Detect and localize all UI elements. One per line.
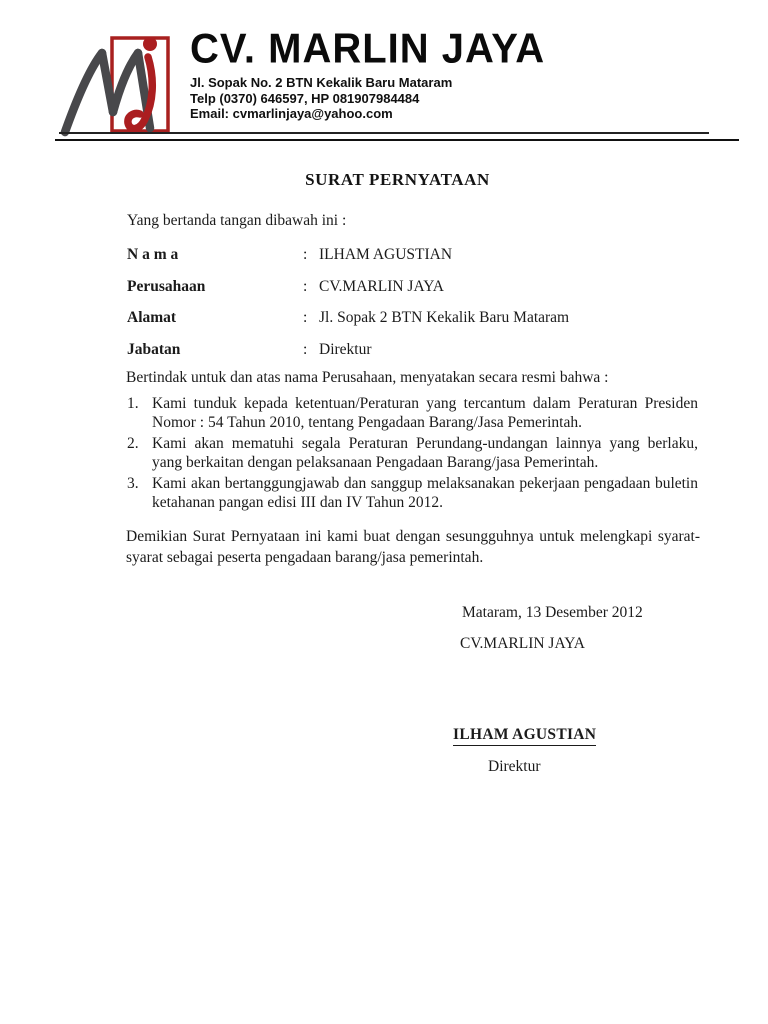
field-value: CV.MARLIN JAYA: [319, 277, 444, 295]
field-colon: :: [303, 309, 308, 326]
list-item-number: 3.: [127, 475, 139, 492]
list-item: [127, 394, 698, 432]
closing-paragraph: Demikian Surat Pernyataan ini kami buat dengan sesungguhnya untuk melengkapi syarat-syarat sebagai peserta pengadaan barang/jasa pemerintah.: [126, 528, 700, 566]
list-item-text: Kami tunduk kepada ketentuan/Peraturan yang tercantum dalam Peraturan Presiden Nomor : 54 Tahun 2010, tentang Pengadaan Barang/Jasa Pemerintah.: [152, 395, 698, 431]
phone-line: Telp (0370) 646597, HP 081907984484: [190, 90, 420, 106]
signature-place-date: Mataram, 13 Desember 2012: [462, 604, 643, 621]
signature-company: CV.MARLIN JAYA: [460, 635, 585, 652]
list-item-number: 1.: [127, 395, 139, 412]
statement-list: [127, 394, 698, 514]
email-line: Email: cvmarlinjaya@yahoo.com: [190, 106, 393, 121]
list-item-text: Kami akan bertanggungjawab dan sanggup melaksanakan pekerjaan pengadaan buletin ketahanan pangan edisi III dan IV Tahun 2012.: [152, 475, 698, 511]
signature-title: Direktur: [488, 758, 541, 775]
list-item: [127, 474, 698, 512]
field-colon: :: [303, 246, 308, 263]
field-value: Direktur: [319, 340, 372, 358]
list-item-number: 2.: [127, 435, 139, 452]
company-name: CV. MARLIN JAYA: [190, 26, 546, 72]
letterhead: [190, 26, 545, 122]
address-line: Jl. Sopak No. 2 BTN Kekalik Baru Mataram: [190, 75, 453, 90]
document-title: SURAT PERNYATAAN: [305, 170, 490, 189]
field-row-alamat: [127, 308, 698, 340]
field-row-perusahaan: [127, 277, 698, 309]
signature-name: ILHAM AGUSTIAN: [453, 726, 596, 746]
list-item-text: Kami akan mematuhi segala Peraturan Perundang-undangan lainnya yang berlaku, yang berkaitan dengan pelaksanaan Pengadaan Barang/jasa Pemerintah.: [152, 435, 698, 471]
field-value: Jl. Sopak 2 BTN Kekalik Baru Mataram: [319, 309, 570, 326]
company-address: [190, 75, 545, 122]
field-colon: :: [303, 277, 308, 295]
header-rule-bottom: [55, 139, 739, 141]
field-label: N a m a: [127, 246, 179, 263]
field-row-nama: [127, 245, 698, 277]
field-label: Alamat: [127, 309, 177, 326]
identity-fields: [127, 245, 698, 371]
list-item: [127, 434, 698, 472]
statement-lead: Bertindak untuk dan atas nama Perusahaan, menyatakan secara resmi bahwa :: [126, 369, 609, 386]
field-colon: :: [303, 340, 308, 358]
header-rule-top: [59, 132, 709, 134]
field-row-jabatan: [127, 340, 698, 372]
intro-line: Yang bertanda tangan dibawah ini :: [127, 212, 347, 229]
field-label: Perusahaan: [127, 277, 206, 295]
field-label: Jabatan: [127, 340, 181, 358]
field-value: ILHAM AGUSTIAN: [319, 246, 453, 263]
mj-monogram-icon: [57, 20, 195, 142]
